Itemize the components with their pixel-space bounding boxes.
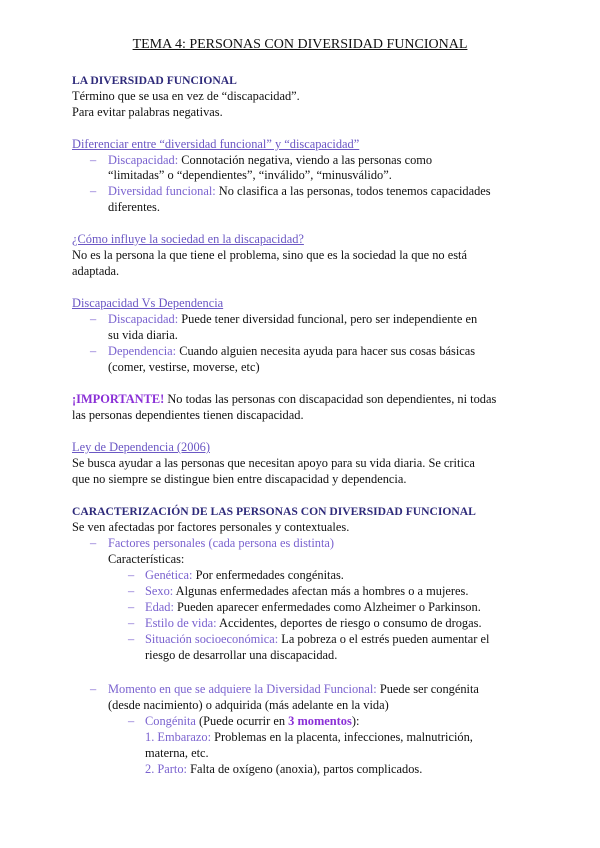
dash-bullet: –	[90, 184, 97, 198]
term: 1. Embarazo:	[145, 730, 212, 744]
list-item	[108, 311, 477, 327]
term: Momento en que se adquiere la Diversidad Funcional:	[108, 682, 377, 696]
paragraph-line: las personas dependientes tienen discapacidad.	[72, 408, 304, 422]
paragraph-line: No es la persona la que tiene el problema, sino que es la sociedad la que no está	[72, 248, 467, 262]
list-item-momento	[108, 681, 479, 697]
dash-bullet: –	[128, 568, 135, 582]
list-item-cont: su vida diaria.	[108, 328, 178, 342]
dash-bullet: –	[90, 312, 97, 326]
section-heading-caracterizacion: CARACTERIZACIÓN DE LAS PERSONAS CON DIVERSIDAD FUNCIONAL	[72, 505, 476, 518]
dash-bullet: –	[90, 682, 97, 696]
section-heading-diferenciar: Diferenciar entre “diversidad funcional” y “discapacidad”	[72, 137, 360, 151]
term: Dependencia:	[108, 344, 177, 358]
important-label: ¡IMPORTANTE!	[72, 392, 165, 406]
paragraph-line: que no siempre se distingue bien entre discapacidad y dependencia.	[72, 472, 407, 486]
definition: No clasifica a las personas, todos tenemos capacidades	[215, 184, 491, 198]
sub-list-item-congenita	[145, 713, 359, 729]
sub-list-item	[145, 567, 344, 583]
list-item-cont: (desde nacimiento) o adquirida (más adelante en la vida)	[108, 698, 389, 712]
section-heading-ley: Ley de Dependencia (2006)	[72, 440, 210, 454]
definition: Accidentes, deportes de riesgo o consumo de drogas.	[216, 616, 482, 630]
page-title: TEMA 4: PERSONAS CON DIVERSIDAD FUNCIONAL	[132, 37, 468, 52]
dash-bullet: –	[90, 536, 97, 550]
caracteristicas-label: Características:	[108, 552, 185, 566]
term: Genética:	[145, 568, 193, 582]
paragraph-line: Para evitar palabras negativas.	[72, 105, 223, 119]
definition: Falta de oxígeno (anoxia), partos complicados.	[187, 762, 423, 776]
dash-bullet: –	[128, 632, 135, 646]
list-item-cont: diferentes.	[108, 200, 160, 214]
list-item	[108, 152, 432, 168]
dash-bullet: –	[90, 344, 97, 358]
dash-bullet: –	[128, 616, 135, 630]
term: Edad:	[145, 600, 174, 614]
list-item-cont: (comer, vestirse, moverse, etc)	[108, 360, 260, 374]
numbered-item	[145, 729, 473, 745]
definition: Por enfermedades congénitas.	[192, 568, 344, 582]
definition: (Puede ocurrir en	[195, 714, 289, 728]
sub-list-item	[145, 583, 468, 599]
paragraph-line: Se ven afectadas por factores personales y contextuales.	[72, 520, 350, 534]
section-heading-sociedad: ¿Cómo influye la sociedad en la discapacidad?	[72, 232, 304, 246]
sub-list-item	[145, 615, 482, 631]
dash-bullet: –	[128, 600, 135, 614]
paragraph-line: Se busca ayudar a las personas que necesitan apoyo para su vida diaria. Se critica	[72, 456, 475, 470]
definition: Puede ser congénita	[376, 682, 479, 696]
term: Discapacidad:	[108, 153, 179, 167]
list-item	[108, 343, 475, 359]
term: 2. Parto:	[145, 762, 187, 776]
definition: Cuando alguien necesita ayuda para hacer sus cosas básicas	[176, 344, 476, 358]
section-heading-vs: Discapacidad Vs Dependencia	[72, 296, 224, 310]
sub-list-item	[145, 599, 481, 615]
important-note	[72, 391, 496, 407]
definition: Pueden aparecer enfermedades como Alzheimer o Parkinson.	[173, 600, 481, 614]
term: Diversidad funcional:	[108, 184, 216, 198]
numbered-item-cont: materna, etc.	[145, 746, 209, 760]
definition: Problemas en la placenta, infecciones, malnutrición,	[211, 730, 473, 744]
definition-end: ):	[351, 714, 360, 728]
definition: La pobreza o el estrés pueden aumentar el	[278, 632, 490, 646]
dash-bullet: –	[128, 584, 135, 598]
section-heading-diversidad: LA DIVERSIDAD FUNCIONAL	[72, 74, 237, 87]
highlight: 3 momentos	[288, 714, 352, 728]
definition: Algunas enfermedades afectan más a hombres o a mujeres.	[173, 584, 469, 598]
term: Congénita	[145, 714, 196, 728]
dash-bullet: –	[90, 153, 97, 167]
sub-list-item-cont: riesgo de desarrollar una discapacidad.	[145, 648, 338, 662]
definition: Connotación negativa, viendo a las personas como	[178, 153, 433, 167]
term: Sexo:	[145, 584, 174, 598]
definition: Puede tener diversidad funcional, pero ser independiente en	[178, 312, 478, 326]
numbered-item	[145, 761, 422, 777]
paragraph-line: Término que se usa en vez de “discapacidad”.	[72, 89, 300, 103]
dash-bullet: –	[128, 714, 135, 728]
note-text: No todas las personas con discapacidad son dependientes, ni todas	[164, 392, 497, 406]
sub-list-item	[145, 631, 489, 647]
paragraph-line: adaptada.	[72, 264, 120, 278]
term: Estilo de vida:	[145, 616, 217, 630]
list-item-cont: “limitadas” o “dependientes”, “inválido”, “minusválido”.	[108, 168, 392, 182]
term: Situación socioeconómica:	[145, 632, 279, 646]
list-item-factores: Factores personales (cada persona es distinta)	[108, 536, 335, 550]
list-item	[108, 183, 491, 199]
term: Discapacidad:	[108, 312, 179, 326]
